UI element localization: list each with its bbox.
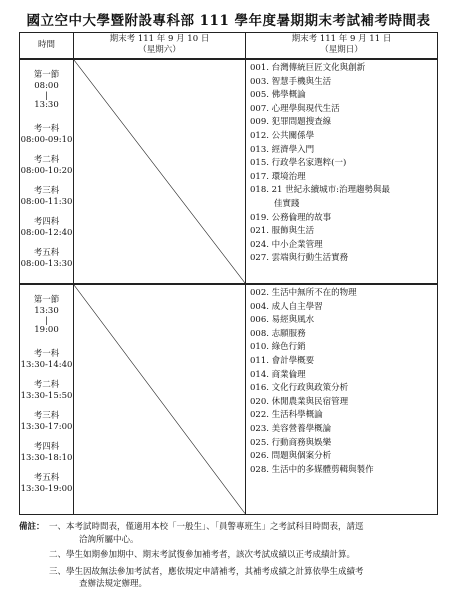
morning-day1-empty-cell [74,59,246,284]
list-item: 028. 生活中的多媒體剪輯與製作 [250,464,374,475]
list-item: 025. 行動商務與娛樂 [250,437,332,448]
list-item: 005. 佛學概論 [250,90,306,101]
note-item: 三、學生因故無法參加考試者，應依規定申請補考，其補考成績之計算依學生成績考 查辦法規定辦理。 [49,566,364,589]
time-column-header: 時間 [20,33,74,60]
page-title: 國立空中大學暨附設專科部 111 學年度暑期期末考試補考時間表 [26,13,431,29]
period-start: 08:00 [34,81,59,91]
morning-session-row [20,59,438,284]
list-item: 013. 經濟學入門 [250,144,315,155]
note-item: 備註： 一、本考試時間表，僅適用本校「一般生」、「員警專班生」之考試科目時間表，請逕 洽詢所屬中心。 [19,522,364,545]
period-label: 第一節 [33,70,60,80]
notes-section [19,521,439,591]
list-item: 006. 易經與風水 [250,315,315,326]
afternoon-session-row [20,284,438,514]
notes-label: 備註： [19,522,45,532]
period-label: 第一節 [33,295,60,305]
morning-time-cell [20,59,74,284]
exam-slot: 考三科 08:00-11:30 [20,186,73,207]
list-item: 009. 犯罪問題搜查線 [250,117,332,128]
list-item: 019. 公務倫理的故事 [250,212,332,223]
list-item: 022. 生活科學概論 [250,410,323,421]
afternoon-time-cell [20,284,74,514]
list-item: 027. 雲端與行動生活實務 [250,253,349,264]
exam-slot: 考四科 13:30-18:10 [20,442,73,463]
day1-column-header: 期末考 111 年 9 月 10 日 （星期六） [74,33,246,60]
list-item: 010. 綠色行銷 [250,342,306,353]
period-start: 13:30 [34,306,59,316]
period-end: 19:00 [34,325,59,335]
list-item: 014. 商業倫理 [250,369,306,380]
list-item: 020. 休閒農業與民宿管理 [250,396,349,407]
subject-list [246,285,437,477]
table-header-row [20,33,438,60]
list-item: 018. 21 世紀永續城市:治理趨勢與最 [250,185,391,196]
list-item: 003. 智慧手機與生活 [250,76,332,87]
list-item: 002. 生活中無所不在的物理 [250,288,357,298]
list-item: 023. 美容營養學概論 [250,423,332,434]
period-bar: | [45,91,48,101]
exam-slot: 考一科 13:30-14:40 [20,349,73,370]
list-item: 011. 會計學概要 [250,355,315,366]
list-item: 004. 成人自主學習 [250,301,323,312]
list-item: 001. 台灣傳統巨匠文化與創新 [250,63,366,73]
list-item: 021. 服飾與生活 [250,226,315,237]
diagonal-strike-line [74,285,245,514]
exam-slot: 考五科 08:00-13:30 [20,248,73,269]
exam-slot: 考四科 08:00-12:40 [20,217,73,238]
list-item: 016. 文化行政與政策分析 [250,383,349,394]
exam-slot: 考一科 08:00-09:10 [20,124,73,145]
note-item: 二、學生如期參加期中、期末考試復參加補考者，該次考試成績以正考成績計算。 [49,550,356,560]
list-item: 017. 環境治理 [250,171,306,182]
exam-slot: 考五科 13:30-19:00 [20,473,73,494]
period-bar: | [45,316,48,326]
diagonal-strike-line [74,60,245,283]
exam-slot: 考二科 08:00-10:20 [20,155,73,176]
exam-slot: 考二科 13:30-15:50 [20,380,73,401]
period-end: 13:30 [34,100,59,110]
list-item: 008. 志願服務 [250,328,306,339]
list-item: 015. 行政學名家選粹(一) [250,158,347,169]
list-item: 026. 問題與個案分析 [250,451,332,462]
subject-list [246,60,437,266]
morning-day2-subjects-cell [246,59,438,284]
list-item-continuation: 佳實踐 [274,198,300,209]
list-item: 007. 心理學與現代生活 [250,103,340,114]
exam-slot: 考三科 13:30-17:00 [20,411,73,432]
exam-schedule-table [19,32,438,515]
list-item: 024. 中小企業管理 [250,239,323,250]
list-item: 012. 公共關係學 [250,130,315,141]
afternoon-day2-subjects-cell [246,284,438,514]
afternoon-day1-empty-cell [74,284,246,514]
day2-column-header: 期末考 111 年 9 月 11 日 （星期日） [246,33,438,60]
